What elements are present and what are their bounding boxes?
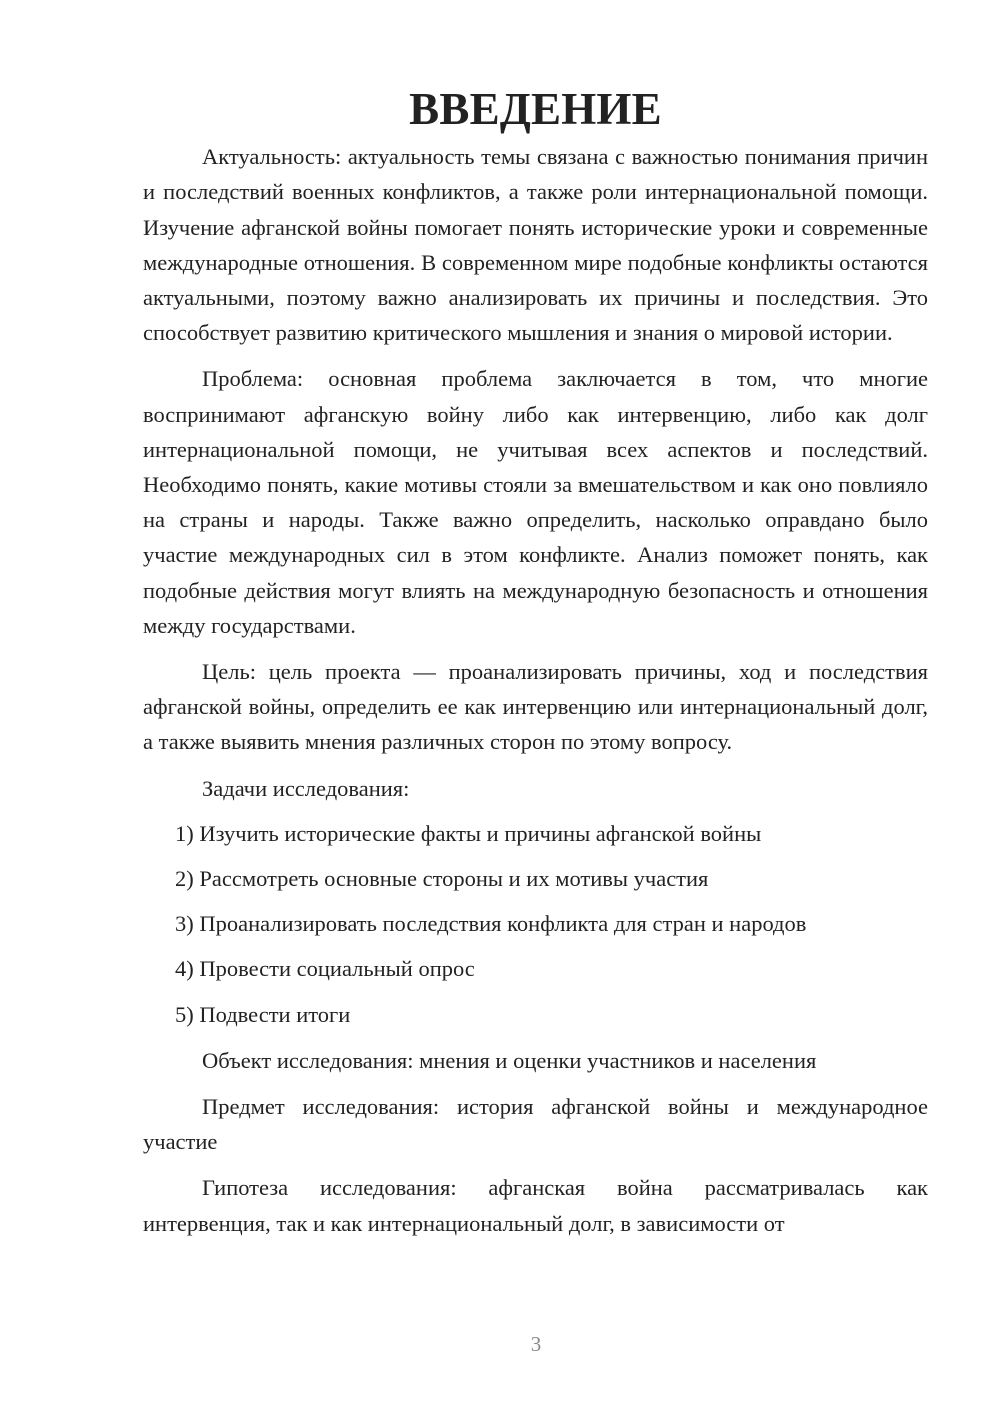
paragraph-problem: Проблема: основная проблема заключается в том, что многие воспринимают афганскую войну либо как интервенцию, либо как долг интернациональной помощи, не учитывая всех аспектов и последствий. Необходимо понять, какие мотивы стояли за вмешательством и как оно повлияло на страны и народы. Также важно определить, насколько оправдано было участие международных сил в этом конфликте. Анализ поможет понять, как подобные действия могут влиять на международную безопасность и отношения между государствами.: [143, 366, 928, 638]
list-item: 2) Рассмотреть основные стороны и их мотивы участия: [175, 866, 709, 892]
tasks-list: [143, 816, 928, 1032]
paragraph-goal: Цель: цель проекта — проанализировать причины, ход и последствия афганской войны, определить ее как интервенцию или интернациональный долг, а также выявить мнения различных сторон по этому вопросу.: [143, 659, 928, 755]
list-item: 3) Проанализировать последствия конфликта для стран и народов: [175, 911, 807, 937]
tasks-heading: Задачи исследования:: [202, 775, 410, 801]
list-item: 5) Подвести итоги: [175, 1001, 351, 1027]
list-item: 4) Провести социальный опрос: [175, 956, 475, 982]
paragraph-subject: Предмет исследования: история афганской войны и международное участие: [143, 1094, 928, 1155]
paragraph-hypothesis: Гипотеза исследования: афганская война рассматривалась как интервенция, так и как интернациональный долг, в зависимости от: [143, 1175, 928, 1236]
page-number: 3: [530, 1332, 542, 1356]
section-title: ВВЕДЕНИЕ: [409, 84, 662, 134]
list-item: 1) Изучить исторические факты и причины афганской войны: [175, 820, 762, 846]
document-page: [143, 84, 928, 1241]
paragraph-relevance: Актуальность: актуальность темы связана с важностью понимания причин и последствий военных конфликтов, а также роли интернациональной помощи. Изучение афганской войны помогает понять исторические уроки и современные международные отношения. В современном мире подобные конфликты остаются актуальными, поэтому важно анализировать их причины и последствия. Это способствует развитию критического мышления и знания о мировой истории.: [143, 144, 928, 346]
paragraph-object: Объект исследования: мнения и оценки участников и населения: [202, 1047, 817, 1073]
